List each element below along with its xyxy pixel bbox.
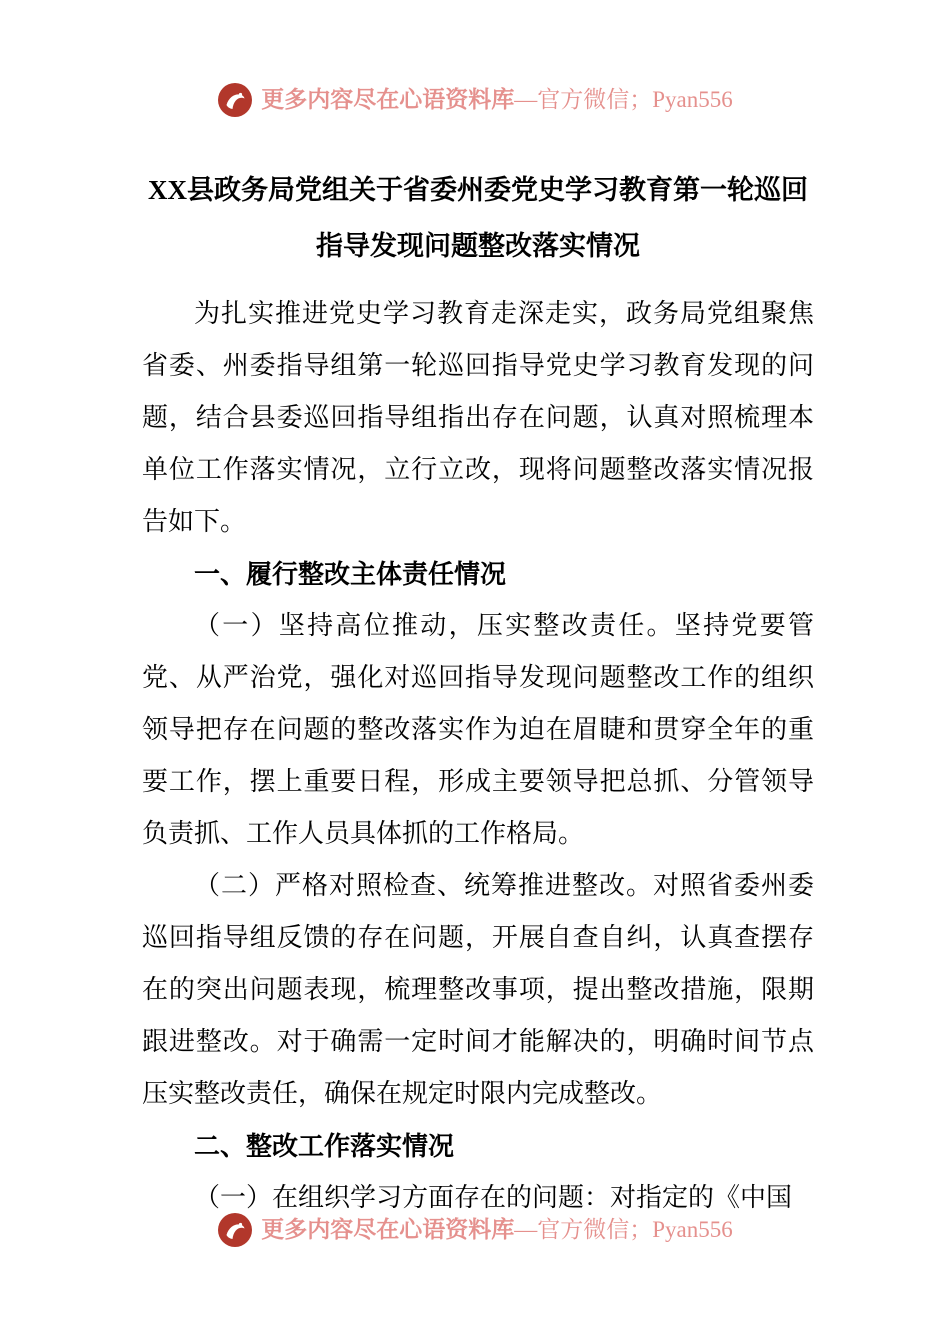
footer-watermark [0, 1212, 950, 1248]
watermark-text-bold: 更多内容尽在心语资料库 [261, 1217, 515, 1242]
section-heading: 二、整改工作落实情况 [194, 1131, 455, 1161]
watermark-text-rest: —官方微信；Pyan556 [514, 87, 733, 112]
paragraph: （一）坚持高位推动，压实整改责任。坚持党要管党、从严治党，强化对巡回指导发现问题整改工作的组织领导把存在问题的整改落实作为迫在眉睫和贯穿全年的重要工作，摆上重要日程，形成主要领导把总抓、分管领导负责抓、工作人员具体抓的工作格局。 [142, 611, 814, 848]
watermark-text [261, 1212, 733, 1248]
section-heading: 一、履行整改主体责任情况 [194, 559, 507, 589]
watermark-text-bold: 更多内容尽在心语资料库 [261, 87, 515, 112]
document-body [142, 288, 814, 1224]
brand-logo-icon [217, 1212, 253, 1248]
header-watermark [0, 82, 950, 118]
paragraph: （二）严格对照检查、统筹推进整改。对照省委州委巡回指导组反馈的存在问题，开展自查自纠，认真查摆存在的突出问题表现，梳理整改事项，提出整改措施，限期跟进整改。对于确需一定时间才能解决的，明确时间节点压实整改责任，确保在规定时限内完成整改。 [142, 871, 814, 1108]
document-title: XX县政务局党组关于省委州委党史学习教育第一轮巡回指导发现问题整改落实情况 [148, 175, 808, 261]
brand-logo-icon [217, 82, 253, 118]
watermark-text [261, 82, 733, 118]
watermark-text-rest: —官方微信；Pyan556 [514, 1217, 733, 1242]
paragraph: （一）在组织学习方面存在的问题：对指定的《中国 [194, 1183, 793, 1212]
paragraph: 为扎实推进党史学习教育走深走实，政务局党组聚焦省委、州委指导组第一轮巡回指导党史学习教育发现的问题，结合县委巡回指导组指出存在问题，认真对照梳理本单位工作落实情况，立行立改，现将问题整改落实情况报告如下。 [142, 299, 814, 536]
